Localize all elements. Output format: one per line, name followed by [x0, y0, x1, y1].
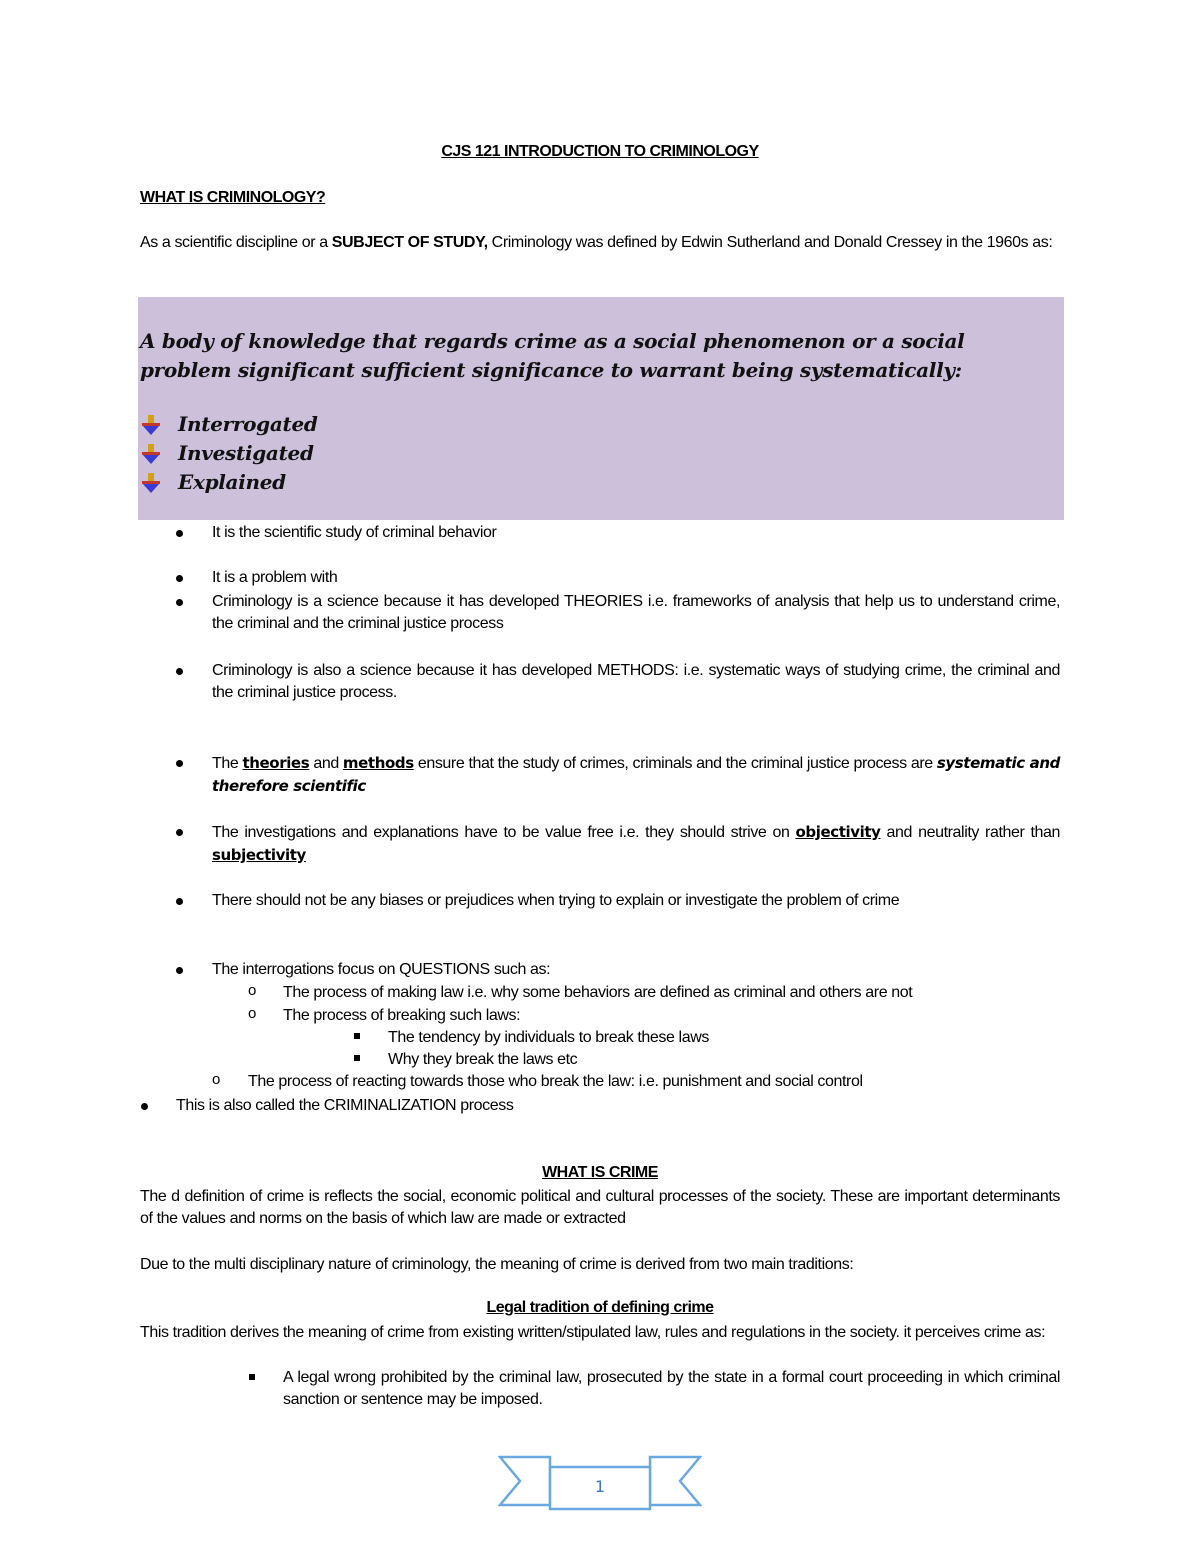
bullet-item: It is the scientific study of criminal behavior: [212, 524, 497, 541]
section-heading-crime: WHAT IS CRIME: [542, 1164, 658, 1181]
legal-definition-item: A legal wrong prohibited by the criminal law, prosecuted by the state in a formal court proceeding in which criminal sanction or sentence may be imposed.: [283, 1369, 1060, 1408]
bullet-item: [212, 752, 1060, 798]
bullet-item: It is a problem with: [212, 569, 338, 586]
bullet-icon: [176, 668, 183, 675]
definition-list: [140, 410, 740, 497]
crime-paragraph-1: The d definition of crime is reflects the social, economic political and cultural processes of the society. These are important determinants of the values and norms on the basis of which law are made or extracted: [140, 1188, 1060, 1227]
sub-sub-bullet-item: Why they break the laws etc: [388, 1051, 578, 1068]
intro-text-2: Criminology was defined by Edwin Sutherland and Donald Cressey in the 1960s as:: [487, 234, 1053, 251]
sub-bullet-item: The process of reacting towards those who break the law: i.e. punishment and social control: [248, 1073, 863, 1090]
bullet-text: The investigations and explanations have to be value free i.e. they should strive on: [212, 824, 796, 841]
circle-bullet-icon: o: [248, 982, 257, 999]
bullet-icon: [176, 967, 183, 974]
definition-item-label: Explained: [178, 470, 286, 494]
circle-bullet-icon: o: [248, 1005, 257, 1022]
definition-item-label: Investigated: [178, 441, 314, 465]
section-heading-criminology: WHAT IS CRIMINOLOGY?: [140, 189, 326, 206]
down-arrow-icon: [140, 414, 162, 436]
bullet-item: Criminology is a science because it has developed THEORIES i.e. frameworks of analysis that help us to understand crime, the criminal and the criminal justice process: [212, 593, 1060, 632]
bullet-item: This is also called the CRIMINALIZATION process: [176, 1097, 514, 1114]
down-arrow-icon: [140, 443, 162, 465]
bullet-icon: [176, 829, 183, 836]
legal-tradition-paragraph: This tradition derives the meaning of crime from existing written/stipulated law, rules and regulations in the society. it perceives crime as:: [140, 1324, 1046, 1341]
definition-item-label: Interrogated: [178, 412, 318, 436]
circle-bullet-icon: o: [212, 1071, 221, 1088]
sub-sub-bullet-item: The tendency by individuals to break these laws: [388, 1029, 709, 1046]
bullet-text: The: [212, 755, 243, 772]
square-bullet-icon: [249, 1374, 255, 1380]
crime-paragraph-2: Due to the multi disciplinary nature of criminology, the meaning of crime is derived from two main traditions:: [140, 1256, 854, 1273]
square-bullet-icon: [354, 1033, 360, 1039]
square-bullet-icon: [354, 1055, 360, 1061]
bullet-item: Criminology is also a science because it has developed METHODS: i.e. systematic ways of studying crime, the criminal and the criminal justice process.: [212, 662, 1060, 701]
emphasis-subjectivity: subjectivity: [212, 846, 306, 864]
document-title: CJS 121 INTRODUCTION TO CRIMINOLOGY: [441, 143, 759, 160]
intro-text-1: As a scientific discipline or a: [140, 234, 332, 251]
bullet-icon: [176, 575, 183, 582]
down-arrow-icon: [140, 472, 162, 494]
definition-item: [140, 468, 740, 497]
intro-bold: SUBJECT OF STUDY,: [331, 234, 488, 251]
page-number: 1: [594, 1477, 606, 1496]
emphasis-methods: methods: [342, 754, 414, 772]
bullet-text: and neutrality rather than: [880, 824, 1060, 841]
emphasis-objectivity: objectivity: [795, 823, 881, 841]
bullet-icon: [176, 530, 183, 537]
bullet-icon: [176, 760, 183, 767]
definition-item: [140, 439, 740, 468]
bullet-icon: [176, 599, 183, 606]
intro-paragraph: [140, 232, 1060, 254]
bullet-item: [212, 821, 1060, 867]
bullet-icon: [176, 898, 183, 905]
bullet-text: and: [309, 755, 343, 772]
sub-bullet-item: The process of breaking such laws:: [283, 1007, 521, 1024]
emphasis-systematic: systematic and therefore scientific: [212, 754, 1060, 795]
definition-item: [140, 410, 740, 439]
bullet-icon: [141, 1103, 148, 1110]
sub-bullet-item: The process of making law i.e. why some behaviors are defined as criminal and others are not: [283, 984, 913, 1001]
bullet-text: ensure that the study of crimes, criminals and the criminal justice process are: [413, 755, 937, 772]
legal-tradition-heading: Legal tradition of defining crime: [486, 1299, 714, 1316]
emphasis-theories: theories: [242, 754, 310, 772]
definition-text: A body of knowledge that regards crime as a social phenomenon or a social problem significant sufficient significance to warrant being systematically:: [140, 329, 965, 382]
bullet-item: There should not be any biases or prejudices when trying to explain or investigate the problem of crime: [212, 892, 900, 909]
bullet-item: The interrogations focus on QUESTIONS such as:: [212, 961, 551, 978]
